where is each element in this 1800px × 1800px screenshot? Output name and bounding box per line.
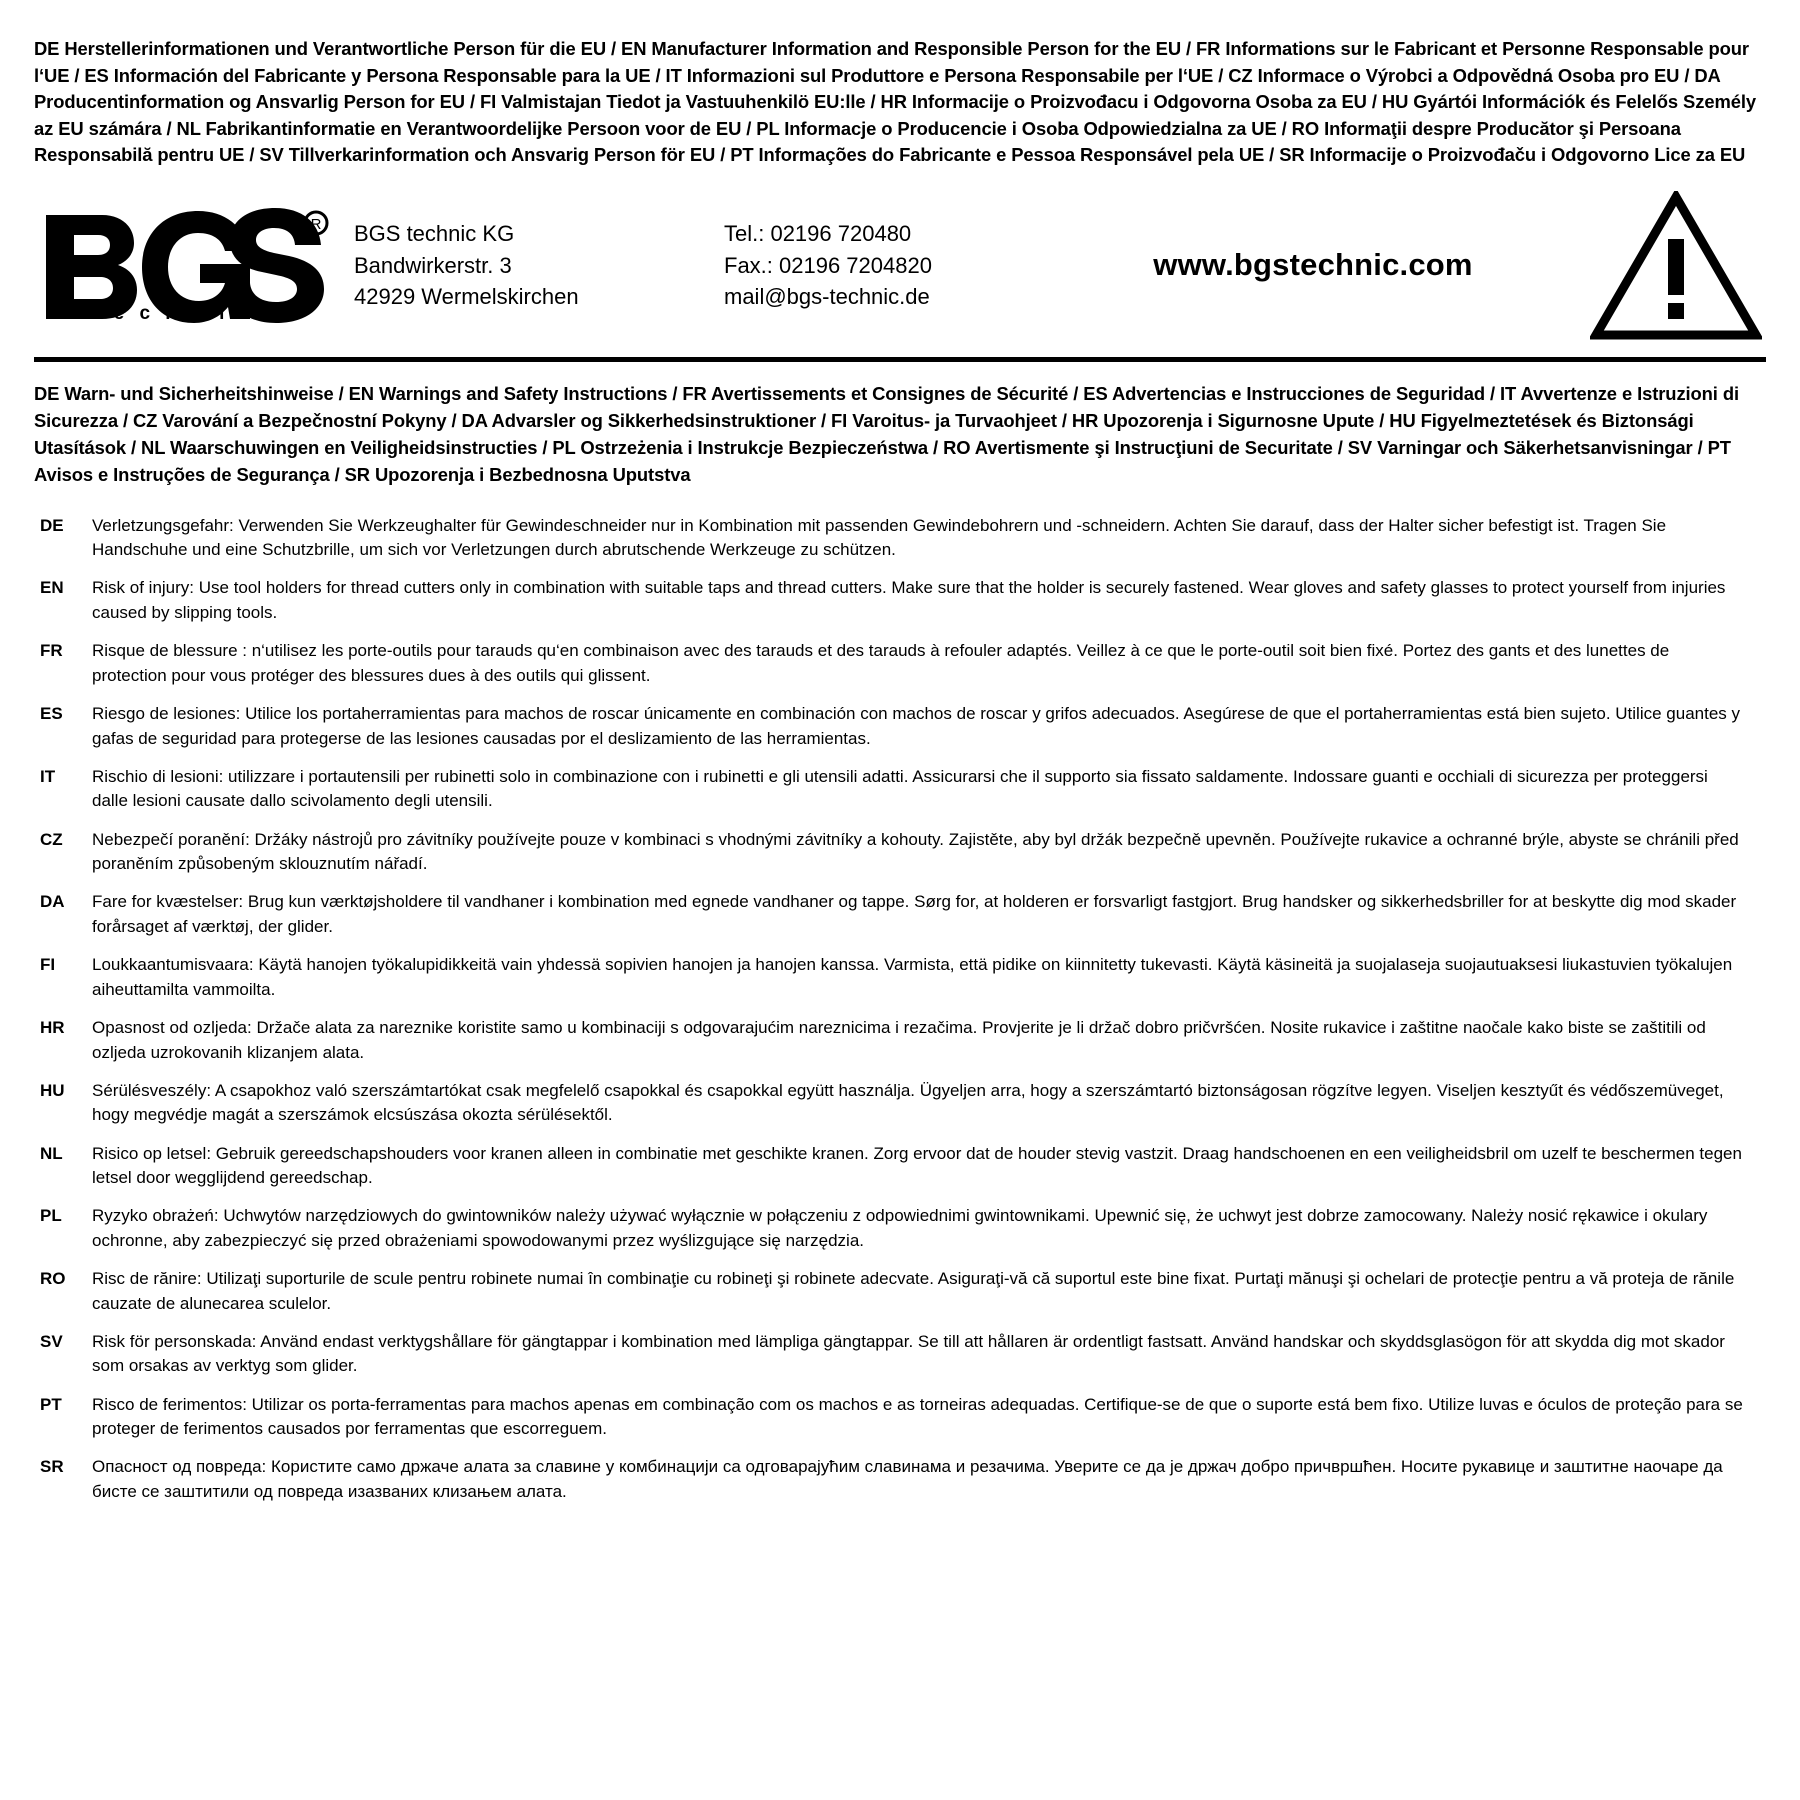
- language-text: Nebezpečí poranění: Držáky nástrojů pro závitníky používejte pouze v kombinaci s vhodnými závitníky a kohouty. Zajistěte, aby byl držák bezpečně upevněn. Používejte rukavice a ochranné brýle, abyste se chránili před poraněním způsobeným sklouznutím nářadí.: [92, 829, 1739, 874]
- language-text: Risque de blessure : n‘utilisez les porte-outils pour tarauds qu‘en combinaison avec des tarauds et des tarauds à refouler adaptés. Veillez à ce que le porte-outil soit bien fixé. Portez des gants et des lunettes de protection pour vous protéger des blessures dues à des outils qui glissent.: [92, 641, 1670, 685]
- language-code: DE: [40, 515, 64, 535]
- language-code: HR: [40, 1017, 65, 1037]
- list-item: [34, 890, 1766, 939]
- list-item: [34, 1142, 1766, 1191]
- list-item: [34, 1016, 1766, 1065]
- language-code: CZ: [40, 829, 63, 849]
- language-code: FI: [40, 955, 56, 975]
- list-item: [34, 639, 1766, 688]
- language-text: Opasnost od ozljeda: Držače alata za nareznike koristite samo u kombinaciji s odgovarajućim nareznicima i rezačima. Provjerite je li držač dobro pričvršćen. Nosite rukavice i zaštitne naočale kako biste se zaštitili od ozljeda uzrokovanih klizanjem alata.: [92, 1017, 1706, 1062]
- company-street: Bandwirkerstr. 3: [354, 252, 512, 278]
- language-text: Risk of injury: Use tool holders for thread cutters only in combination with suitable taps and thread cutters. Make sure that the holder is securely fastened. Wear gloves and safety glasses to protect yourself from injuries caused by slipping tools.: [92, 578, 1726, 623]
- language-text: Rischio di lesioni: utilizzare i portautensili per rubinetti solo in combinazione con i rubinetti e gli utensili adatti. Assicurarsi che il supporto sia fissato saldamente. Indossare guanti e occhiali di sicurezza per proteggersi dalle lesioni causate dallo scivolamento degli utensili.: [92, 766, 1708, 811]
- list-item: [34, 1079, 1766, 1128]
- language-code: HU: [40, 1080, 65, 1100]
- language-code: ES: [40, 704, 63, 724]
- language-code: DA: [40, 892, 65, 912]
- language-text: Fare for kvæstelser: Brug kun værktøjsholdere til vandhaner i kombination med egnede vandhaner og tappe. Sørg for, at holderen er forsvarligt fastgjort. Brug handsker og sikkerhedsbriller for at beskytte dig mod skader forårsaget af værktøj, der glider.: [92, 892, 1737, 937]
- language-code: IT: [40, 766, 56, 786]
- list-item: [34, 576, 1766, 625]
- list-item: [34, 765, 1766, 814]
- language-text: Verletzungsgefahr: Verwenden Sie Werkzeughalter für Gewindeschneider nur in Kombination mit passenden Gewindebohrern und -schneidern. Achten Sie darauf, dass der Halter sicher befestigt ist. Tragen Sie Handschuhe und eine Schutzbrille, um sich vor Verletzungen durch abrutschende Werkzeuge zu schützen.: [92, 515, 1667, 560]
- manufacturer-info-heading: DE Herstellerinformationen und Verantwortliche Person für die EU / EN Manufacturer Information and Responsible Person for the EU / FR Informations sur le Fabricant et Personne Responsable pour l‘UE / ES Información del Fabricante y Persona Responsable para la UE / IT Informazioni sul Produttore e Persona Responsabile per l‘UE / CZ Informace o Výrobci a Odpovědná Osoba pro EU / DA Producentinformation og Ansvarlig Person for EU / FI Valmistajan Tiedot ja Vastuuhenkilö EU:lle / HR Informacije o Proizvođacu i Odgovorna Osoba za EU / HU Gyártói Információk és Felelős Személy az EU számára / NL Fabrikantinformatie en Verantwoordelijke Persoon voor de EU / PL Informacje o Producencie i Osoba Odpowiedzialna za UE / RO Informaţii despre Producător şi Persoana Responsabilă pentru UE / SV Tillverkarinformation och Ansvarig Person för EU / PT Informações do Fabricante e Pessoa Responsável pela UE / SR Informacije o Proizvođaču i Odgovorno Lice za EU: [34, 38, 1756, 165]
- company-phone: Tel.: 02196 720480: [724, 220, 912, 246]
- company-contact: [724, 218, 1054, 314]
- svg-text:t e c h n i c: t e c h n i c: [92, 302, 256, 324]
- list-item: [34, 1455, 1766, 1504]
- list-item: [34, 1330, 1766, 1379]
- bgs-logo: [34, 207, 340, 325]
- list-item: [34, 1267, 1766, 1316]
- list-item: [34, 1204, 1766, 1253]
- company-website[interactable]: www.bgstechnic.com: [1153, 246, 1473, 282]
- language-text: Riesgo de lesiones: Utilice los portaherramientas para machos de roscar únicamente en combinación con machos de roscar y grifos adecuados. Asegúrese de que el portaherramientas está bien sujeto. Utilice guantes y gafas de seguridad para protegerse de las lesiones causadas por el deslizamiento de las herramientas.: [92, 704, 1741, 748]
- list-item: [34, 702, 1766, 751]
- list-item: [34, 1393, 1766, 1442]
- language-text: Loukkaantumisvaara: Käytä hanojen työkalupidikkeitä vain yhdessä sopivien hanojen ja hanojen kanssa. Varmista, että pidike on kiinnitetty tukevasti. Käytä käsineitä ja suojalaseja suojautuaksesi liukastuvien työkalujen aiheuttamilta vammoilta.: [92, 955, 1733, 999]
- language-code: PT: [40, 1394, 62, 1414]
- language-code: FR: [40, 641, 63, 661]
- language-code: RO: [40, 1269, 66, 1289]
- safety-instructions-heading: DE Warn- und Sicherheitshinweise / EN Warnings and Safety Instructions / FR Avertissements et Consignes de Sécurité / ES Advertencias e Instrucciones de Seguridad / IT Avvertenze e Istruzioni di Sicurezza / CZ Varování a Bezpečnostní Pokyny / DA Advarsler og Sikkerhedsinstruktioner / FI Varoitus- ja Turvaohjeet / HR Upozorenja i Sigurnosne Upute / HU Figyelmeztetések és Biztonsági Utasítások / NL Waarschuwingen en Veiligheidsinstructies / PL Ostrzeżenia i Instrukcje Bezpieczeństwa / RO Avertismente şi Instrucţiuni de Securitate / SV Varningar och Säkerhetsanvisningar / PT Avisos e Instruções de Segurança / SR Upozorenja i Bezbednosna Uputstva: [34, 382, 1739, 485]
- language-code: EN: [40, 578, 64, 598]
- company-header-band: [34, 191, 1766, 362]
- list-item: [34, 953, 1766, 1002]
- language-text: Risco de ferimentos: Utilizar os porta-ferramentas para machos apenas em combinação com os machos e as torneiras adequadas. Certifique-se de que o suporte está bem fixo. Utilize luvas e óculos de proteção para se proteger de ferimentos causados por ferramentas que escorreguem.: [92, 1394, 1743, 1439]
- language-text: Ryzyko obrażeń: Uchwytów narzędziowych do gwintowników należy używać wyłącznie w połączeniu z odpowiednimi gwintownikami. Upewnić się, że uchwyt jest dobrze zamocowany. Należy nosić rękawice i okulary ochronne, aby zabezpieczyć się przed obrażeniami spowodowanymi przez wyślizgujące się narzędzia.: [92, 1206, 1708, 1250]
- safety-notes-list: [34, 514, 1766, 1505]
- list-item: [34, 514, 1766, 563]
- svg-text:R: R: [310, 215, 322, 233]
- language-code: NL: [40, 1143, 63, 1163]
- language-text: Sérülésveszély: A csapokhoz való szerszámtartókat csak megfelelő csapokkal és csapokkal együtt használja. Ügyeljen arra, hogy a szerszámtartó biztonságosan rögzítve legyen. Viseljen kesztyűt és védőszemüveget, hogy megvédje magát a szerszámok elcsúszása okozta sérülésektől.: [92, 1080, 1724, 1125]
- language-text: Risc de rănire: Utilizaţi suporturile de scule pentru robinete numai în combinaţie cu robineţi şi robinete adecvate. Asiguraţi-vă că suportul este bine fixat. Purtaţi mănuşi şi ochelari de protecţie pentru a vă proteja de rănile cauzate de alunecarea sculelor.: [92, 1269, 1735, 1313]
- company-email[interactable]: mail@bgs-technic.de: [724, 284, 930, 310]
- language-code: SV: [40, 1331, 63, 1351]
- bgs-logo-icon: [40, 207, 330, 325]
- warning-triangle-icon: [1590, 191, 1762, 341]
- language-code: SR: [40, 1457, 64, 1477]
- company-address: [340, 218, 724, 314]
- company-city: 42929 Wermelskirchen: [354, 284, 579, 310]
- company-name: BGS technic KG: [354, 220, 515, 246]
- list-item: [34, 828, 1766, 877]
- warning-triangle: [1572, 191, 1766, 341]
- language-text: Risico op letsel: Gebruik gereedschapshouders voor kranen alleen in combinatie met geschikte kranen. Zorg ervoor dat de houder stevig vastzit. Draag handschoenen en een veiligheidsbril om uzelf te beschermen tegen letsel door wegglijdend gereedschap.: [92, 1143, 1742, 1188]
- language-text: Опасност од повреда: Користите само држаче алата за славине у комбинацији са одговарајућим славинама и резачима. Уверите се да је држач добро причвршћен. Носите рукавице и заштитне наочаре да бисте се заштитили од повреда изазваних клизањем алата.: [92, 1457, 1723, 1502]
- company-fax: Fax.: 02196 7204820: [724, 252, 932, 278]
- language-text: Risk för personskada: Använd endast verktygshållare för gängtappar i kombination med lämpliga gängtappar. Se till att hållaren är ordentligt fastsatt. Använd handskar och skyddsglasögon för att skydda dig mot skador som orsakas av verktyg som glider.: [92, 1331, 1725, 1376]
- language-code: PL: [40, 1206, 62, 1226]
